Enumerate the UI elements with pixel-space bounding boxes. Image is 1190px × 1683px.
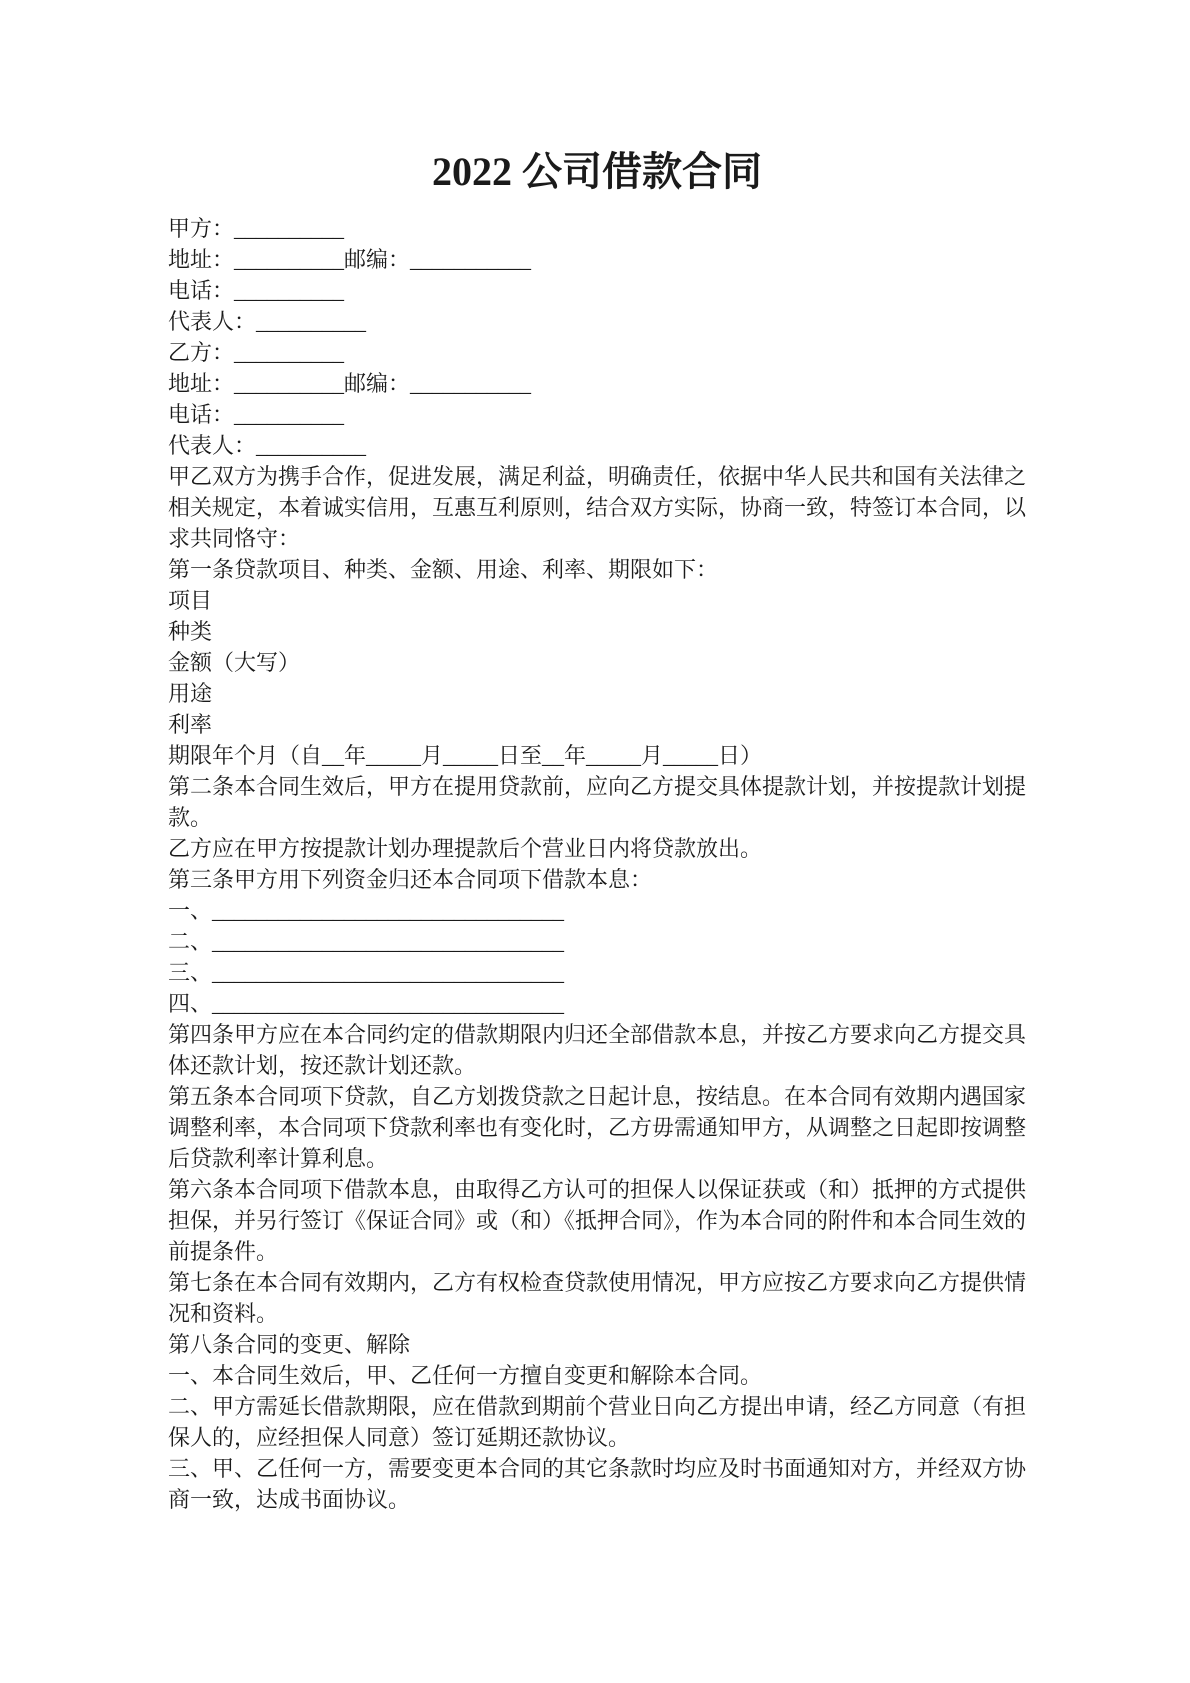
party-a-address-line: 地址：__________邮编：___________ xyxy=(168,247,532,272)
clause-5-paragraph: 第五条本合同项下贷款，自乙方划拨贷款之日起计息，按结息。在本合同有效期内遇国家调整利率，本合同项下贷款利率也有变化时，乙方毋需通知甲方，从调整之日起即按调整后贷款利率计算利息。 xyxy=(168,1084,1027,1171)
clause-8-item-2: 二、甲方需延长借款期限，应在借款到期前个营业日向乙方提出申请，经乙方同意（有担保人的，应经担保人同意）签订延期还款协议。 xyxy=(168,1394,1027,1450)
repayment-source-item-4: 四、________________________________ xyxy=(168,991,565,1016)
clause-8-item-1: 一、本合同生效后，甲、乙任何一方擅自变更和解除本合同。 xyxy=(168,1363,763,1388)
loan-purpose-label: 用途 xyxy=(168,681,213,706)
clause-2-supplement-line: 乙方应在甲方按提款计划办理提款后个营业日内将贷款放出。 xyxy=(168,836,763,861)
loan-amount-label: 金额（大写） xyxy=(168,650,301,675)
repayment-source-item-1: 一、________________________________ xyxy=(168,898,565,923)
repayment-source-item-3: 三、________________________________ xyxy=(168,960,565,985)
loan-item-label: 项目 xyxy=(168,588,213,613)
party-b-name-line: 乙方：__________ xyxy=(168,340,345,365)
clause-2-paragraph: 第二条本合同生效后，甲方在提用贷款前，应向乙方提交具体提款计划，并按提款计划提款。 xyxy=(168,774,1027,830)
clause-3-heading: 第三条甲方用下列资金归还本合同项下借款本息： xyxy=(168,867,653,892)
clause-4-paragraph: 第四条甲方应在本合同约定的借款期限内归还全部借款本息，并按乙方要求向乙方提交具体还款计划，按还款计划还款。 xyxy=(168,1022,1027,1078)
loan-rate-label: 利率 xyxy=(168,712,213,737)
party-b-representative-line: 代表人：__________ xyxy=(168,433,367,458)
clause-8-heading: 第八条合同的变更、解除 xyxy=(168,1332,411,1357)
clause-1-heading: 第一条贷款项目、种类、金额、用途、利率、期限如下： xyxy=(168,557,719,582)
document-title: 2022 公司借款合同 xyxy=(432,149,762,194)
clause-7-paragraph: 第七条在本合同有效期内，乙方有权检查贷款使用情况，甲方应按乙方要求向乙方提供情况和资料。 xyxy=(168,1270,1027,1326)
preamble-paragraph: 甲乙双方为携手合作，促进发展，满足利益，明确责任，依据中华人民共和国有关法律之相关规定，本着诚实信用，互惠互利原则，结合双方实际，协商一致，特签订本合同，以求共同恪守： xyxy=(168,464,1027,551)
party-b-address-line: 地址：__________邮编：___________ xyxy=(168,371,532,396)
clause-8-item-3: 三、甲、乙任何一方，需要变更本合同的其它条款时均应及时书面通知对方，并经双方协商一致，达成书面协议。 xyxy=(168,1456,1027,1512)
loan-type-label: 种类 xyxy=(168,619,213,644)
party-a-name-line: 甲方：__________ xyxy=(168,216,345,241)
party-a-representative-line: 代表人：__________ xyxy=(168,309,367,334)
clause-6-paragraph: 第六条本合同项下借款本息，由取得乙方认可的担保人以保证获或（和）抵押的方式提供担保，并另行签订《保证合同》或（和）《抵押合同》，作为本合同的附件和本合同生效的前提条件。 xyxy=(168,1177,1027,1264)
party-a-phone-line: 电话：__________ xyxy=(168,278,345,303)
repayment-source-item-2: 二、________________________________ xyxy=(168,929,565,954)
loan-term-line: 期限年个月（自__年_____月_____日至__年_____月_____日） xyxy=(168,743,763,768)
document-body xyxy=(168,213,1026,1515)
party-b-phone-line: 电话：__________ xyxy=(168,402,345,427)
